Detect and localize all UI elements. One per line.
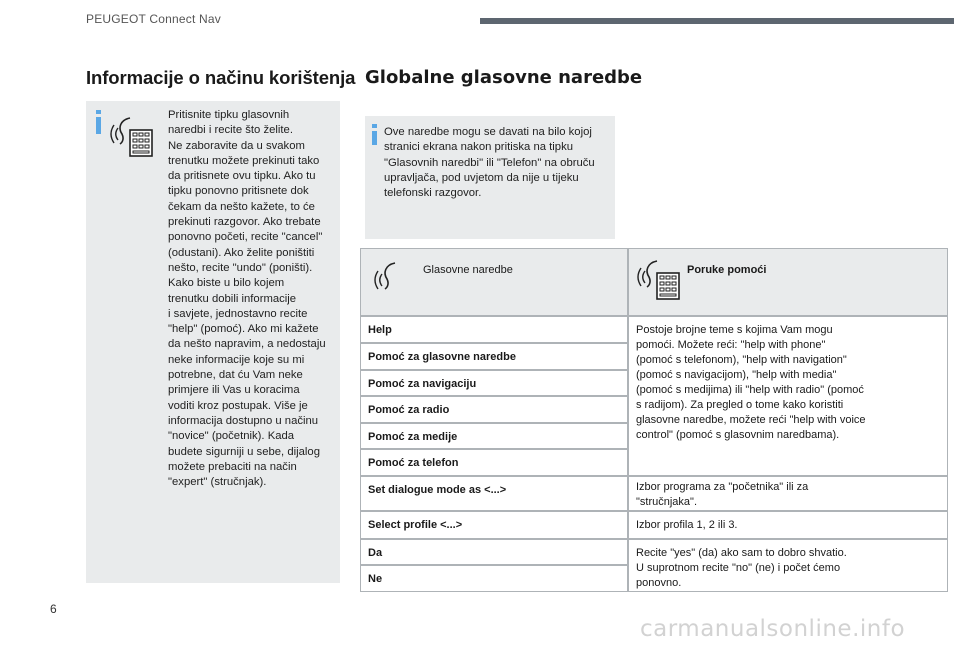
voice-command-icon [637,257,683,301]
header-brand: PEUGEOT Connect Nav [86,12,221,26]
table-row: Pomoć za medije [360,423,628,449]
table-header-help [628,248,948,316]
table-row: Pomoć za glasovne naredbe [360,343,628,370]
table-row: Pomoć za telefon [360,449,628,476]
left-section-heading: Informacije o načinu korištenja [86,67,356,88]
table-header-help-label: Poruke pomoći [687,264,767,276]
profile-message-cell: Izbor profila 1, 2 ili 3. [628,511,948,539]
info-icon-dot [96,110,101,114]
help-message-cell: Postoje brojne teme s kojima Vam mogu pomoći. Možete reći: "help with phone" (pomoć s telefonom), "help with navigation" (pomoć s navigacijom), "help with media" (pomoć s medijima) ili "help with radio" (pomoć s radijom). Za pregled o tome kako koristiti glasovne naredbe, možete reći "help with voice control" (pomoć s glasovnim naredbama). [628,316,948,476]
table-row: Help [360,316,628,343]
table-row: Set dialogue mode as <...> [360,476,628,511]
info-icon [96,117,101,134]
info-icon [372,131,377,145]
header-bar [480,18,954,24]
table-row: Pomoć za radio [360,396,628,423]
info-icon-dot [372,124,377,128]
table-row: Select profile <...> [360,511,628,539]
watermark: carmanualsonline.info [640,616,906,642]
table-header-commands-label: Glasovne naredbe [423,264,513,276]
table-row: Ne [360,565,628,592]
right-section-heading: Globalne glasovne naredbe [365,67,643,88]
table-row: Da [360,539,628,565]
voice-commands-table [360,248,948,592]
table-row: Pomoć za navigaciju [360,370,628,396]
table-header-commands [360,248,628,316]
right-section-text: Ove naredbe mogu se davati na bilo kojoj stranici ekrana nakon pritiska na tipku "Glasovnih naredbi" ili "Telefon" na obruču upravljača, pod uvjetom da nije u tijeku telefonski razgovor. [384,126,595,200]
left-section-text: Pritisnite tipku glasovnih naredbi i recite što želite. Ne zaboravite da u svakom trenutku možete prekinuti tako da pritisnete ovu tipku. Ako tu tipku ponovno pritisnete dok čekam da nešto kažete, to će prekinuti razgovor. Ako trebate ponovno početi, recite "cancel" (odustani). Ako želite poništiti nešto, recite "undo" (poništi). Kako biste u bilo kojem trenutku dobili informacije i savjete, jednostavno recite "help" (pomoć). Ako mi kažete da nešto napravim, a nedostaju neke informacije koje su mi potrebne, dat ću Vam neke primjere ili Vas u koracima voditi kroz postupak. Više je informacija dostupno u načinu "novice" (početnik). Kada budete sigurniji u sebe, dijalog možete prebaciti na način "expert" (stručnjak). [168,109,326,489]
voice-icon [373,261,403,293]
yes-no-message-cell: Recite "yes" (da) ako sam to dobro shvatio. U suprotnom recite "no" (ne) i počet ćemo ponovno. [628,539,948,592]
page-number: 6 [50,602,57,616]
voice-command-icon [110,114,156,158]
dialogue-message-cell: Izbor programa za "početnika" ili za "stručnjaka". [628,476,948,511]
